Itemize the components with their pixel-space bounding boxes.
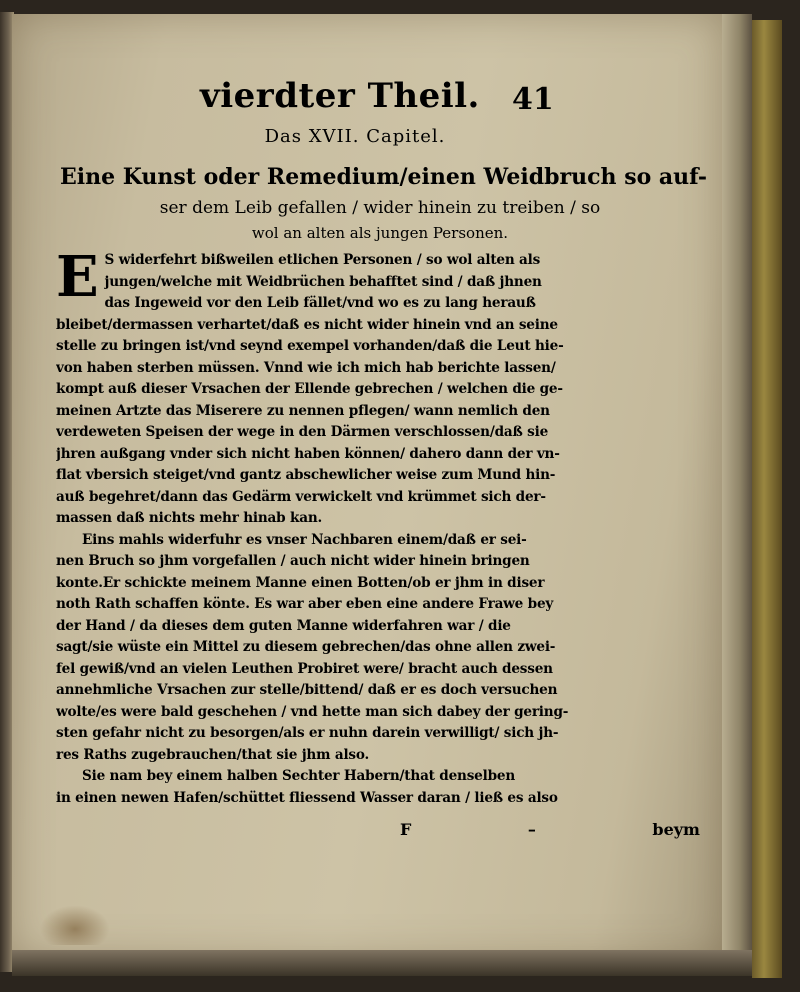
catchword-line: [400, 820, 700, 839]
text-line: wolte/es were bald geschehen / vnd hette man sich dabey der gering-: [56, 703, 569, 720]
text-line: der Hand / da dieses dem guten Manne widerfahren war / die: [56, 617, 511, 634]
text-line: sagt/sie wüste ein Mittel zu diesem gebrechen/das ohne allen zwei-: [56, 639, 556, 655]
text-line: res Raths zugebrauchen/that sie jhm also.: [56, 746, 370, 763]
section-subheading-2: wol an alten als jungen Personen.: [251, 224, 509, 242]
text-line: sten gefahr nicht zu besorgen/als er nuhn darein verwilligt/ sich jh-: [56, 725, 559, 741]
paper-stain: [40, 905, 110, 945]
catchword: beym: [652, 820, 700, 839]
text-line: meinen Artzte das Miserere zu nennen pflegen/ wann nemlich den: [56, 402, 550, 419]
text-line: nen Bruch so jhm vorgefallen / auch nicht wider hinein bringen: [56, 553, 530, 569]
book-cover-edge: [752, 20, 782, 978]
page-number: 41: [512, 82, 554, 117]
section-heading: Eine Kunst oder Remedium/einen Weidbruch so auf-: [60, 164, 707, 190]
text-line: Eins mahls widerfuhr es vnser Nachbaren einem/daß er sei-: [82, 531, 527, 548]
body-text: [56, 244, 706, 809]
drop-cap-initial: E: [56, 244, 99, 310]
text-line: kompt auß dieser Vrsachen der Ellende gebrechen / welchen die ge-: [56, 381, 563, 397]
running-head: vierdter Theil.: [200, 76, 480, 116]
section-subheading: ser dem Leib gefallen / wider hinein zu treiben / so: [159, 198, 601, 218]
text-line: bleibet/dermassen verhartet/daß es nicht wider hinein vnd an seine: [56, 316, 558, 333]
text-line: jungen/welche mit Weidbrüchen behafftet sind / daß jhnen: [104, 273, 542, 290]
text-line: von haben sterben müssen. Vnnd wie ich mich hab berichte lassen/: [56, 359, 556, 376]
text-line: annehmliche Vrsachen zur stelle/bittend/ daß er es doch versuchen: [56, 682, 558, 698]
text-line: noth Rath schaffen könte. Es war aber eben eine andere Frawe bey: [56, 596, 554, 612]
page-block-edge: [722, 14, 752, 964]
text-line: verdeweten Speisen der wege in den Därmen verschlossen/daß sie: [56, 424, 549, 440]
bottom-board: [12, 950, 752, 976]
text-line: das Ingeweid vor den Leib fället/vnd wo es zu lang herauß: [104, 295, 536, 311]
text-line: fel gewiß/vnd an vielen Leuthen Probiret were/ bracht auch dessen: [56, 660, 553, 677]
text-line: Sie nam bey einem halben Sechter Habern/that denselben: [82, 768, 516, 784]
text-line: stelle zu bringen ist/vnd seynd exempel vorhanden/daß die Leut hie-: [56, 338, 564, 354]
text-line: auß begehret/dann das Gedärm verwickelt vnd krümmet sich der-: [56, 488, 546, 505]
text-line: S widerfehrt bißweilen etlichen Personen / so wol alten als: [104, 252, 541, 268]
signature-mark: F: [400, 820, 412, 839]
text-line: jhren außgang vnder sich nicht haben können/ dahero dann der vn-: [56, 445, 560, 462]
text-line: konte.Er schickte meinem Manne einen Botten/ob er jhm in diser: [56, 574, 545, 591]
text-line: in einen newen Hafen/schüttet fliessend Wasser daran / ließ es also: [56, 789, 558, 806]
catchword-dash: –: [527, 820, 536, 839]
text-line: flat vbersich steiget/vnd gantz abschewlicher weise zum Mund hin-: [56, 467, 556, 483]
chapter-title: Das XVII. Capitel.: [264, 126, 446, 147]
text-line: massen daß nichts mehr hinab kan.: [56, 510, 323, 526]
